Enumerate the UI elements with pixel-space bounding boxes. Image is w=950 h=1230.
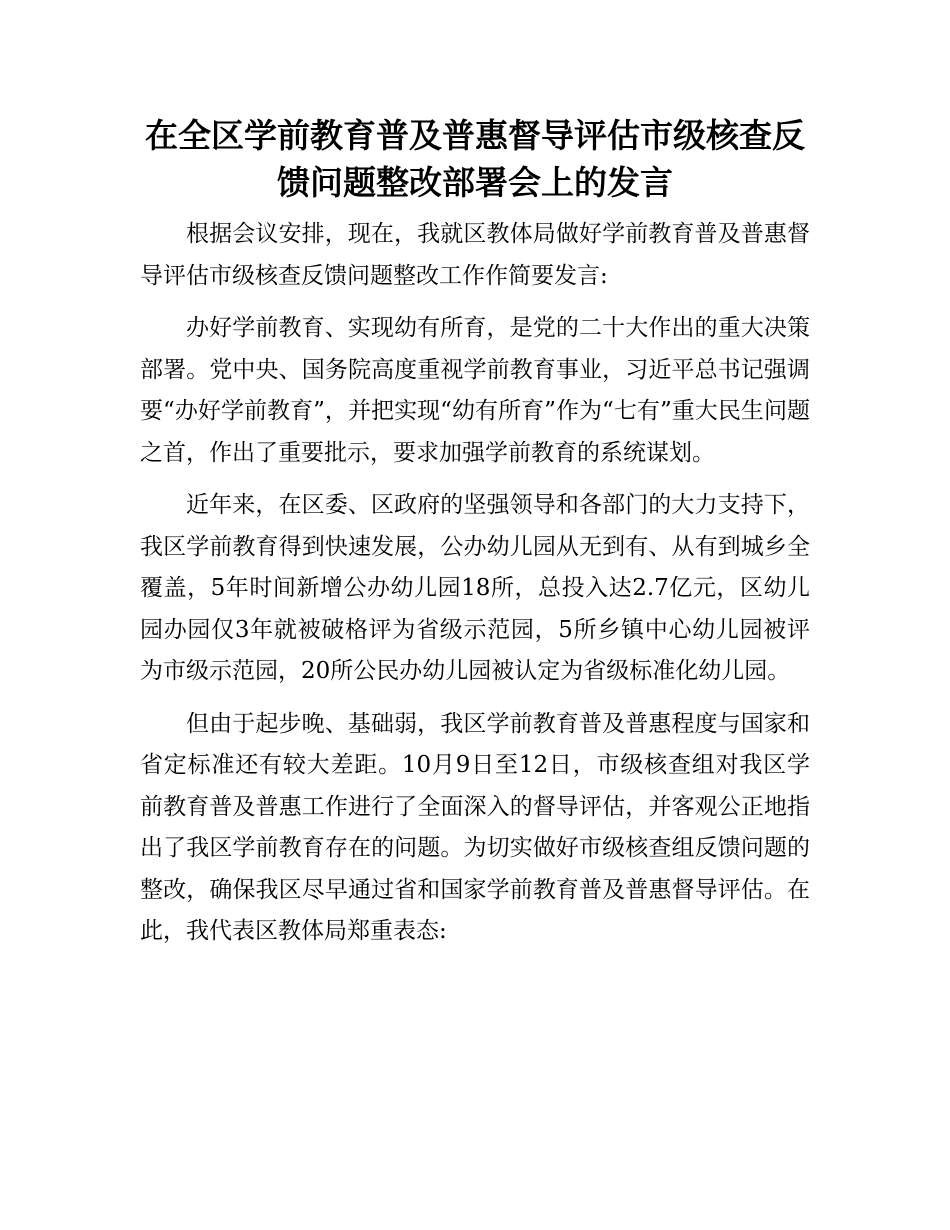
document-body xyxy=(140,214,810,964)
paragraph-intro: 根据会议安排，现在，我就区教体局做好学前教育普及普惠督导评估市级核查反馈问题整改工作作简要发言: xyxy=(140,221,810,289)
paragraph-achievements: 近年来，在区委、区政府的坚强领导和各部门的大力支持下，我区学前教育得到快速发展，公办幼儿园从无到有、从有到城乡全覆盖，5年时间新增公办幼儿园18所，总投入达2.7亿元，区幼儿园办园仅3年就被破格评为省级示范园，5所乡镇中心幼儿园被评为市级示范园，20所公民办幼儿园被认定为省级标准化幼儿园。 xyxy=(140,492,810,684)
paragraph-policy: 办好学前教育、实现幼有所育，是党的二十大作出的重大决策部署。党中央、国务院高度重视学前教育事业，习近平总书记强调要“办好学前教育”，并把实现“幼有所育”作为“七有”重大民生问题之首，作出了重要批示，要求加强学前教育的系统谋划。 xyxy=(140,315,810,466)
document-title-line-2: 馈问题整改部署会上的发言 xyxy=(277,163,673,202)
document-title xyxy=(120,112,830,206)
paragraph-problems: 但由于起步晚、基础弱，我区学前教育普及普惠程度与国家和省定标准还有较大差距。10月9日至12日，市级核查组对我区学前教育普及普惠工作进行了全面深入的督导评估，并客观公正地指出了我区学前教育存在的问题。为切实做好市级核查组反馈问题的整改，确保我区尽早通过省和国家学前教育普及普惠督导评估。在此，我代表区教体局郑重表态: xyxy=(140,710,810,944)
document-title-line-1: 在全区学前教育普及普惠督导评估市级核查反 xyxy=(145,116,805,155)
